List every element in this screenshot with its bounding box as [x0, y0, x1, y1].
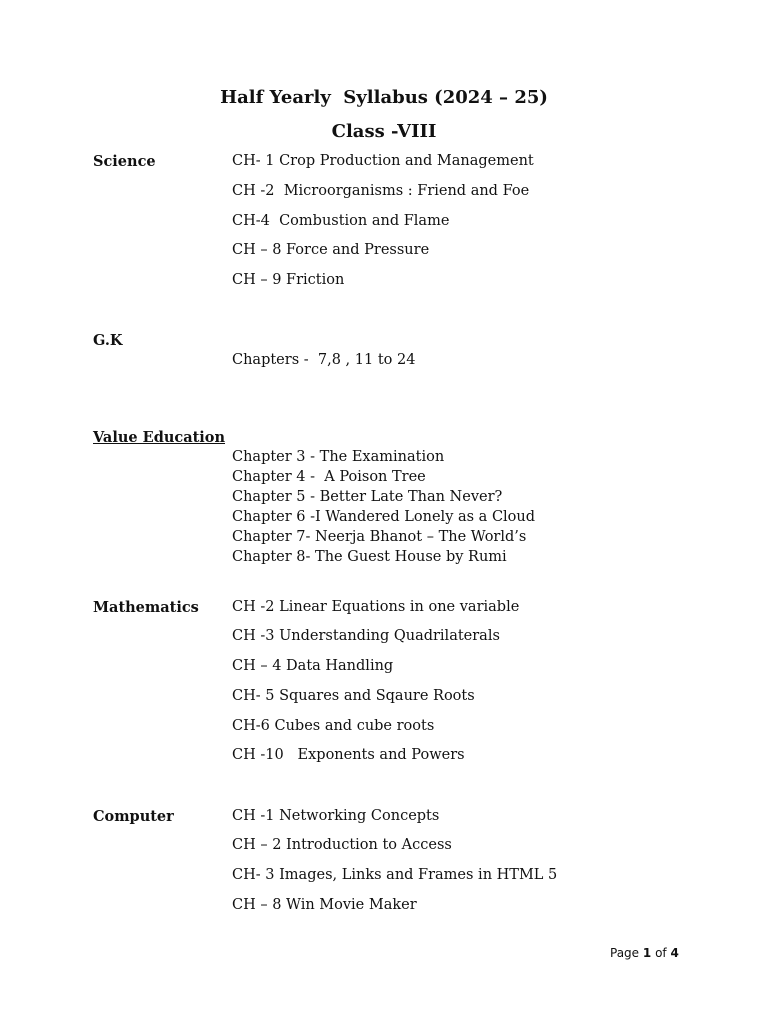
- computer-item: CH – 8 Win Movie Maker: [232, 897, 417, 913]
- subject-gk-label: G.K: [93, 332, 123, 349]
- of-word: of: [655, 946, 667, 960]
- page-number: [610, 946, 679, 960]
- subject-value-education-label: Value Education: [93, 429, 226, 446]
- value-education-item: Chapter 3 - The Examination: [232, 449, 445, 465]
- subject-mathematics-label: Mathematics: [93, 599, 199, 616]
- mathematics-item: CH -3 Understanding Quadrilaterals: [232, 628, 500, 644]
- mathematics-item: CH -2 Linear Equations in one variable: [232, 599, 520, 615]
- science-item: CH – 9 Friction: [232, 272, 345, 288]
- subject-science-label: Science: [93, 153, 156, 170]
- subject-computer-label: Computer: [93, 808, 174, 825]
- computer-item: CH- 3 Images, Links and Frames in HTML 5: [232, 867, 558, 883]
- page-word: Page: [610, 946, 640, 960]
- science-item: CH -2 Microorganisms : Friend and Foe: [232, 183, 530, 199]
- computer-item: CH -1 Networking Concepts: [232, 808, 440, 824]
- value-education-item: Chapter 4 - A Poison Tree: [232, 469, 426, 485]
- mathematics-item: CH- 5 Squares and Sqaure Roots: [232, 688, 475, 704]
- science-item: CH – 8 Force and Pressure: [232, 242, 430, 258]
- science-item: CH-4 Combustion and Flame: [232, 213, 450, 229]
- mathematics-item: CH – 4 Data Handling: [232, 658, 394, 674]
- computer-item: CH – 2 Introduction to Access: [232, 837, 452, 853]
- page-total: 4: [670, 946, 679, 960]
- value-education-item: Chapter 7- Neerja Bhanot – The World’s: [232, 529, 527, 545]
- mathematics-item: CH-6 Cubes and cube roots: [232, 718, 435, 734]
- mathematics-item: CH -10 Exponents and Powers: [232, 747, 465, 763]
- science-item: CH- 1 Crop Production and Management: [232, 153, 534, 169]
- page-title: Half Yearly Syllabus (2024 – 25): [220, 87, 548, 108]
- value-education-item: Chapter 6 -I Wandered Lonely as a Cloud: [232, 509, 536, 525]
- gk-item: Chapters - 7,8 , 11 to 24: [232, 352, 416, 368]
- page-current: 1: [642, 946, 652, 960]
- value-education-item: Chapter 8- The Guest House by Rumi: [232, 549, 507, 565]
- value-education-item: Chapter 5 - Better Late Than Never?: [232, 489, 503, 505]
- class-label: Class -VIII: [331, 121, 437, 142]
